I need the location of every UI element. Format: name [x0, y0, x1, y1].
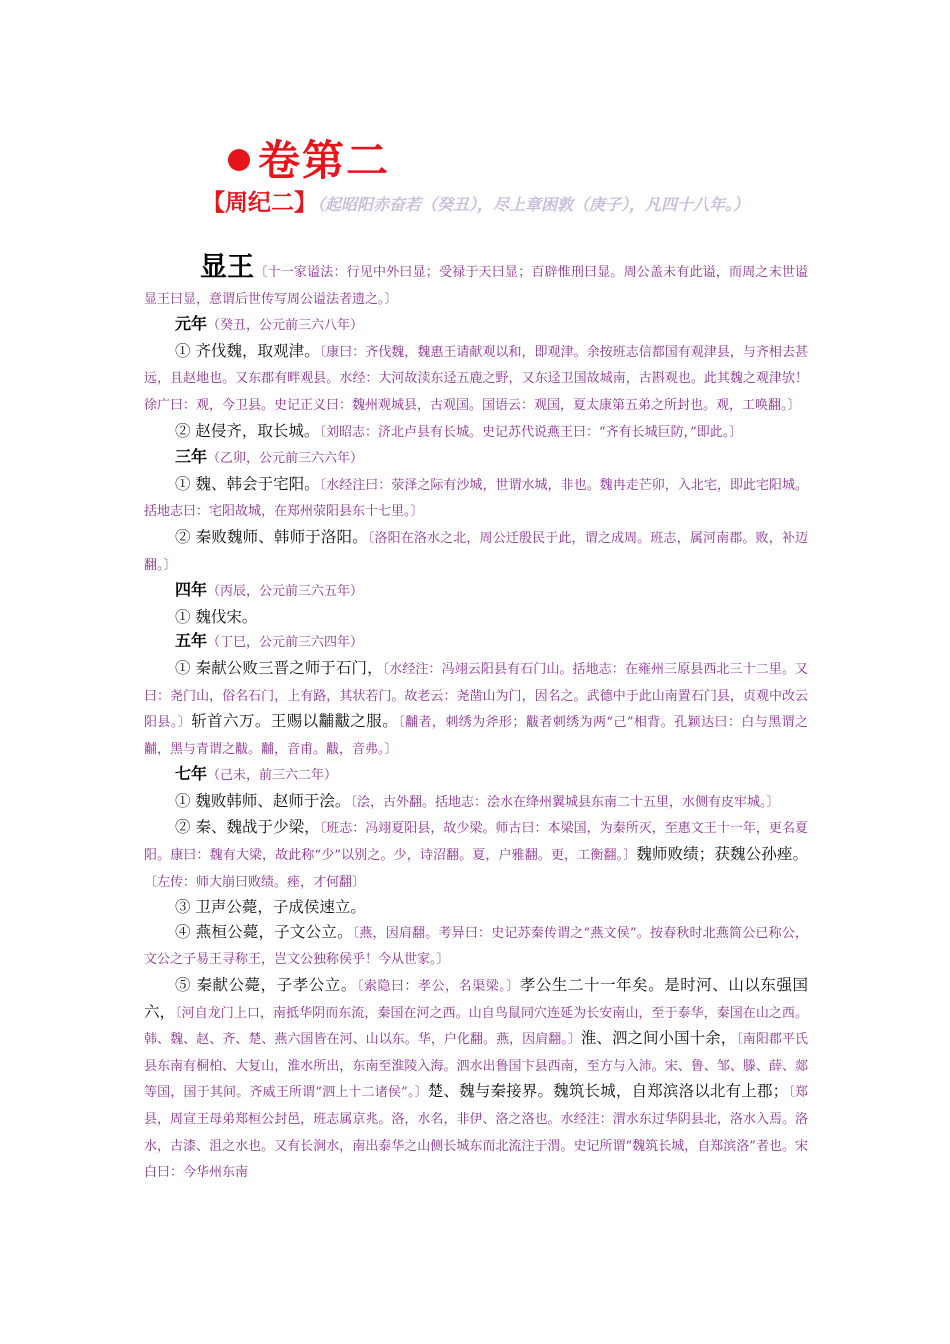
main-text: 楚、魏与秦接界。魏筑长城，自郑滨洛以北有上郡；: [427, 1082, 789, 1101]
text-paragraph: [144, 973, 808, 1186]
year-heading: [144, 312, 808, 339]
main-text: ② 秦、魏战于少梁，: [175, 818, 320, 837]
commentary-note: 〔浍，古外翻。括地志：浍水在绛州翼城县东南二十五里，水侧有皮牢城。〕: [350, 794, 780, 810]
commentary-note: 〔郑县，周宣王母弟郑桓公封邑，班志属京兆。洛，水名，非伊、洛之洛也。水经注：渭水东过华阴县北，洛水入焉。洛水，古漆、沮之水也。又有长涧水，南出泰华之山侧长城东而北流注于渭。史记所谓“魏筑长城，自郑滨洛”者也。宋白曰：今华州东南: [144, 1085, 808, 1181]
year-note: （己未，前三六二年）: [207, 768, 338, 784]
king-name: 显王: [200, 252, 255, 283]
year-note: （癸丑，公元前三六八年）: [207, 318, 364, 334]
main-text: ① 魏、韩会于宅阳。: [175, 474, 320, 493]
commentary-note: 〔水经注曰：荥泽之际有沙城，世谓水城，非也。魏冉走芒卯，入北宅，即此宅阳城。括地志曰：宅阳故城，在郑州荥阳县东十七里。〕: [144, 477, 808, 520]
year-label: 四年: [175, 580, 208, 600]
commentary-note: 〔燕，因肩翻。考异曰：史记苏秦传谓之“燕文侯”。按春秋时北燕简公已称公，文公之子易王寻称王，岂文公独称侯乎！今从世家。〕: [144, 925, 808, 968]
year-heading: [144, 762, 808, 789]
main-text: ② 秦败魏师、韩师于洛阳。: [175, 527, 368, 546]
chapter-title: 【周纪二】: [202, 189, 317, 216]
main-text: 魏师败绩；获魏公孙痤。: [636, 845, 808, 864]
commentary-note: 〔水经注：冯翊云阳县有石门山。括地志：在雍州三原县西北三十二里。又曰：尧门山，俗名石门，上有路，其状若门。故老云：尧凿山为门，因名之。武德中于此山南置石门县，贞观中改云阳县。〕: [144, 661, 808, 731]
main-text: 孝公生二十一年矣。是时河、山以东强国六，: [144, 976, 808, 1021]
king-paragraph: [144, 252, 808, 312]
commentary-note: 〔刘昭志：济北卢县有长城。史记苏代说燕王曰：“齐有长城巨防，”即此。〕: [319, 424, 743, 440]
text-paragraph: [144, 815, 808, 895]
year-label: 三年: [175, 447, 208, 467]
text-paragraph: [144, 605, 808, 630]
chapter-range-note: （起昭阳赤奋若（癸丑），尽上章困敦（庚子），凡四十八年。）: [317, 195, 750, 214]
commentary-note: 〔左传：师大崩曰败绩。痤，才何翻〕: [144, 874, 366, 890]
main-text: 斩首六万。王赐以黼黻之服。: [191, 712, 399, 731]
main-text: ⑤ 秦献公薨，子孝公立。: [175, 976, 357, 995]
year-note: （丁巳，公元前三六四年）: [207, 635, 364, 651]
text-paragraph: [144, 920, 808, 973]
commentary-note: 〔索隐曰：孝公，名渠梁。〕: [356, 979, 520, 995]
year-label: 五年: [175, 631, 208, 651]
text-paragraph: [144, 895, 808, 920]
commentary-note: 〔班志：冯翊夏阳县，故少梁。师古曰：本梁国，为秦所灭，至惠文王十一年，更名夏阳。康曰：魏有大梁，故此称“少”以别之。少，诗沼翻。夏，户雅翻。更，工衡翻。〕: [144, 821, 808, 864]
main-text: ① 魏伐宋。: [175, 607, 258, 626]
text-paragraph: [144, 656, 808, 762]
year-heading: [144, 445, 808, 472]
commentary-note: 〔河自龙门上口，南抵华阴而东流，秦国在河之西。山自鸟鼠同穴连延为长安南山，至于泰华，秦国在山之西。韩、魏、赵、齐、楚、燕六国皆在河、山以东。华，户化翻。燕，因肩翻。〕: [144, 1005, 808, 1048]
main-text: ② 赵侵齐，取长城。: [175, 421, 320, 440]
year-heading: [144, 578, 808, 605]
chapter-header: [144, 184, 804, 224]
main-text: ① 魏败韩师、赵师于浍。: [175, 791, 351, 810]
main-text: 淮、泗之间小国十余，: [580, 1029, 737, 1048]
text-paragraph: [144, 472, 808, 525]
text-paragraph: [144, 419, 808, 446]
king-note: 〔十一家谥法：行见中外曰显；受禄于天曰显；百辟惟刑曰显。周公盖未有此谥，而周之末世谥显王曰显，意谓后世传写周公谥法者遗之。〕: [144, 265, 808, 307]
year-note: （丙辰，公元前三六五年）: [207, 584, 364, 600]
commentary-note: 〔南阳郡平氏县东南有桐柏、大复山，淮水所出，东南至淮陵入海。泗水出鲁国卞县西南，至方与入沛。宋、鲁、邹、滕、薛、郯等国，国于其间。齐威王所谓“泗上十二诸侯”。〕: [144, 1032, 808, 1101]
text-paragraph: [144, 339, 808, 419]
year-note: （乙卯，公元前三六六年）: [207, 451, 364, 467]
main-text: ④ 燕桓公薨，子文公立。: [175, 922, 353, 941]
text-paragraph: [144, 789, 808, 816]
year-label: 元年: [175, 314, 208, 334]
commentary-note: 〔黼者，刺绣为斧形；黻者刺绣为两“己”相背。孔颖达曰：白与黑谓之黼，黑与青谓之黻。黼，音甫。黻，音弗。〕: [144, 715, 808, 757]
main-text: ① 齐伐魏，取观津。: [175, 341, 320, 360]
year-label: 七年: [175, 764, 208, 784]
volume-title-text: 卷第二: [258, 136, 391, 185]
volume-title: [228, 128, 390, 188]
year-heading: [144, 629, 808, 656]
main-text: ① 秦献公败三晋之师于石门，: [175, 658, 383, 677]
commentary-note: 〔康曰：齐伐魏，魏惠王请献观以和，即观津。余按班志信都国有观津县，与齐相去甚远，且赵地也。又东郡有畔观县。水经：大河故渎东迳五鹿之野，又东迳卫国故城南，古斟观也。此其魏之观津欤！徐广曰：观，今卫县。史记正义曰：魏州观城县，古观国。国语云：观国，夏太康第五弟之所封也。观，工唤翻。〕: [144, 344, 808, 413]
document-body: [144, 252, 808, 1186]
commentary-note: 〔洛阳在洛水之北，周公迁殷民于此，谓之成周。班志，属河南郡。败，补迈翻。〕: [144, 530, 808, 573]
text-paragraph: [144, 525, 808, 578]
main-text: ③ 卫声公薨，子成侯速立。: [175, 898, 366, 917]
bullet-dot-icon: [228, 149, 250, 171]
